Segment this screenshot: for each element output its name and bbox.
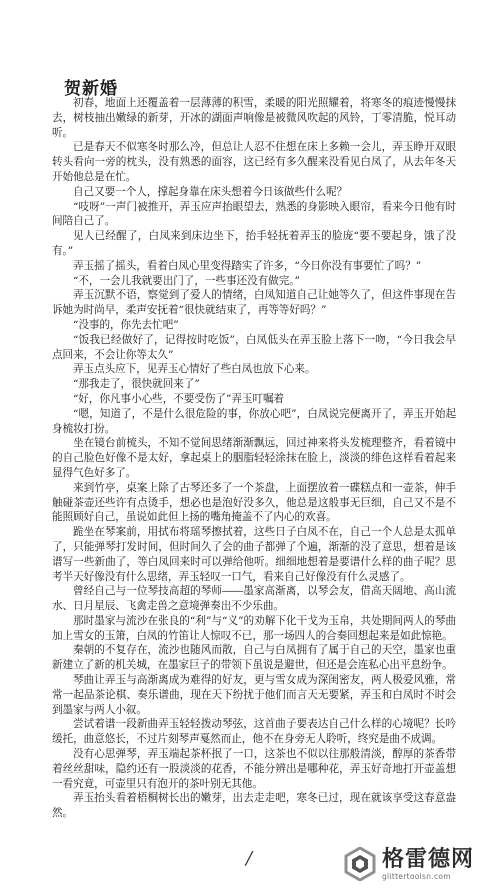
paragraph: 来到竹亭，桌案上除了古琴还多了一个茶盘，上面摆放着一碟糕点和一壶茶，伸手触碰茶壶还些许有点烫手，想必也是泡好没多久，他总是这般事无巨细，自己又不是不能照顾好自己，虽说如此但上扬的嘴角掩盖不了内心的欢喜。 (52, 481, 456, 524)
document-title: 贺新婚 (64, 79, 118, 99)
paragraph: “好，你凡事小心些，不要受伤了”弄玉叮嘱着 (73, 392, 285, 405)
site-watermark (343, 842, 495, 886)
paragraph: 跪坐在琴案前，用拭布将瑶琴擦拭着，这些日子白凤不在，自己一个人总是太孤单了，只能弹琴打发时间，但时间久了会的曲子都弹了个遍，渐渐的没了意思，想着是该谱写一些新曲了，等白凤回来时可以弹给他听。细细地想着是要谱什么样的曲子呢？思考半天好像没有什么思绪，弄玉轻叹一口气，看来自己好像没有什么灵感了。 (52, 526, 456, 583)
paragraph: “嗯，知道了，不是什么很危险的事，你放心吧”，白凤说完便离开了，弄玉开始起身梳妆打扮。 (52, 407, 456, 435)
paragraph: 已是春天不似寒冬时那么冷，但总让人忍不住想在床上多赖一会儿，弄玉睁开双眼转头看向一旁的枕头，没有熟悉的面容，这已经有多久醒来没看见白凤了，从去年冬天开始他总是在忙。 (52, 141, 456, 183)
paragraph: “不，一会儿我就要出门了，一些事还没有做完。” (73, 274, 300, 287)
paragraph: “那我走了，很快就回来了” (73, 378, 200, 391)
paragraph: 弄玉抬头看着梧桐树长出的嫩芽，出去走走吧，寒冬已过，现在就该享受这春意盎然。 (52, 792, 456, 820)
page-number-mark: / (246, 848, 253, 869)
paragraph: 弄玉点头应下，见弄玉心情好了些白凤也放下心来。 (73, 363, 316, 376)
paragraph: 见人已经醒了，白凤来到床边坐下，抬手轻抚着弄玉的脸庞“要不要起身，饿了没有。” (52, 230, 456, 257)
paragraph: “饭我已经做好了，记得按时吃饭”，白凤低头在弄玉脸上落下一吻，“今日我会早点回来，不会让你等太久” (52, 333, 456, 361)
document-body (52, 96, 456, 821)
paragraph: 琴曲让弄玉与高渐离成为难得的好友，更与雪女成为深闺密友，两人极爱风雅，常常一起品茶论棋、奏乐谱曲，现在天下纷扰于他们而言天无要紧，弄玉和白凤时不时会到墨家与两人小叙。 (52, 674, 456, 716)
paragraph: 初春，地面上还覆盖着一层薄薄的积雪，柔暖的阳光照耀着，将寒冬的痕迹慢慢抹去，树枝抽出嫩绿的新芽，开冰的湖面声响像是被微风吹起的风铃，丁零清脆，悦耳动听。 (52, 97, 456, 139)
paragraph: “没事的，你先去忙吧” (73, 318, 179, 331)
paragraph: “吱呀”一声门被推开，弄玉应声抬眼望去，熟悉的身影映入眼帘，看来今日他有时间陪自己了。 (52, 200, 456, 228)
hexagon-logo-icon (343, 847, 377, 881)
paragraph: 没有心思弹琴，弄玉端起茶杯抿了一口，这茶也不似以往那般清淡，醇厚的茶香带着丝丝甜味，隐约还有一股淡淡的花香，不能分辨出是哪种花，弄玉好奇地打开壶盖想一看究竟，可壶里只有泡开的茶叶别无其他。 (52, 748, 456, 790)
watermark-site-name: 格雷德网 (382, 846, 475, 872)
paragraph: 曾经自己与一位琴技高超的琴师――墨家高渐离，以琴会友，借高天阔地、高山流水、日月星辰、飞禽走兽之意境弹奏出不少乐曲。 (52, 585, 456, 613)
paragraph: 弄玉沉默不语，察觉到了爱人的情绪，白凤知道自己让她等久了，但这件事现在告诉她为时尚早，柔声安抚着“很快就结束了，再等等好吗？” (52, 289, 456, 317)
paragraph: 自己又要一个人，撑起身靠在床头想着今日该做些什么呢？ (73, 185, 348, 198)
paragraph: 弄玉摇了摇头，看着白凤心里变得踏实了许多，“今日你没有事要忙了吗？” (73, 259, 422, 272)
paragraph: 秦朝的不复存在，流沙也随风而散，自己与白凤拥有了属于自己的天空，墨家也重新建立了新的机关城，在墨家巨子的带领下虽说是避世，但还是会连私心出平息纷争。 (52, 644, 456, 672)
paragraph: 坐在镜台前梳头，不知不觉间思绪渐渐飘远，回过神来将头发梳理整齐，看着镜中的自己脸色好像不是太好，拿起桌上的胭脂轻轻涂抹在脸上，淡淡的绯色这样看着起来显得气色好多了。 (52, 437, 456, 479)
paragraph: 尝试着谱一段新曲弄玉轻轻拨动琴弦，这首曲子要表达自己什么样的心境呢？长吟缓托，曲意悠长，不过片刻琴声戛然而止，他不在身旁无人聆听，终究是曲不成调。 (52, 718, 456, 746)
paragraph: 那时墨家与流沙在张良的“利”与“义”的劝解下化干戈为玉帛，共处期间两人的琴曲加上雪女的玉箫，白凤的竹笛让人惊叹不已，那一场四人的合奏回想起来是如此惊艳。 (52, 614, 456, 642)
watermark-site-url: glittertoolsn.com (382, 871, 451, 881)
